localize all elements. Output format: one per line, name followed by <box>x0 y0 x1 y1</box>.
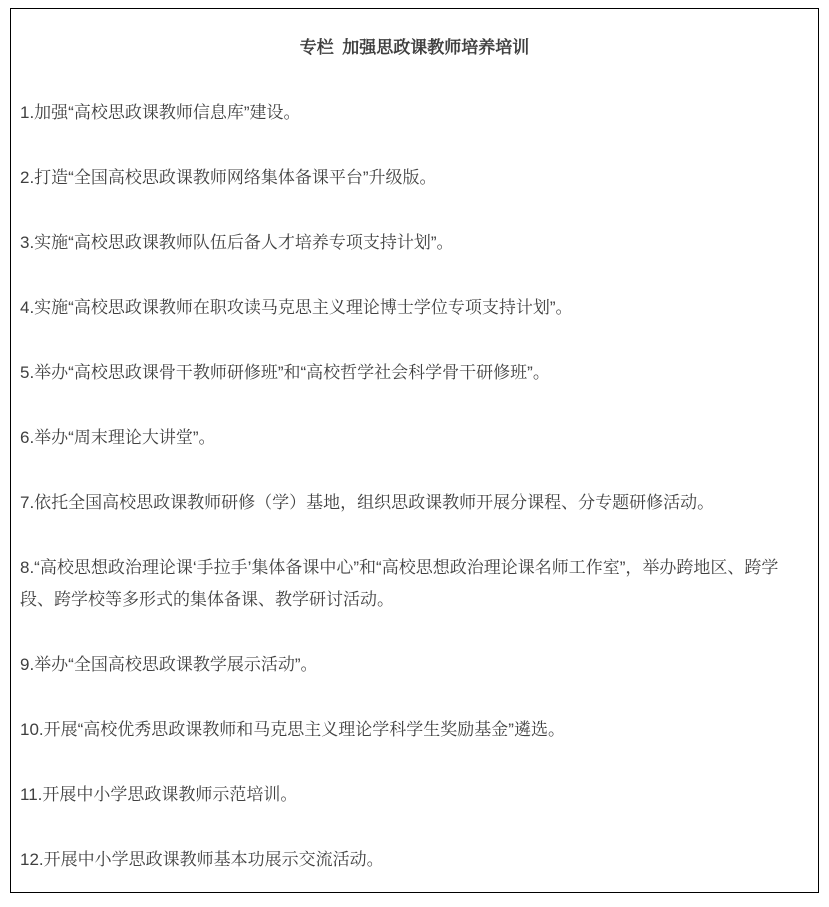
list-item-2: 2.打造“全国高校思政课教师网络集体备课平台”升级版。 <box>20 168 437 187</box>
list-item-3: 3.实施“高校思政课教师队伍后备人才培养专项支持计划”。 <box>20 233 454 252</box>
list-item-11: 11.开展中小学思政课教师示范培训。 <box>20 785 298 804</box>
list-item-6: 6.举办“周末理论大讲堂”。 <box>20 428 216 447</box>
list-item-9: 9.举办“全国高校思政课教学展示活动”。 <box>20 655 318 674</box>
column-title: 专栏 加强思政课教师培养培训 <box>299 38 530 57</box>
list-item-8: 8.“高校思想政治理论课‘手拉手’集体备课中心”和“高校思想政治理论课名师工作室”，举办跨地区、跨学段、跨学校等多形式的集体备课、教学研讨活动。 <box>20 558 779 609</box>
list-item-4: 4.实施“高校思政课教师在职攻读马克思主义理论博士学位专项支持计划”。 <box>20 298 573 317</box>
list-item-7: 7.依托全国高校思政课教师研修（学）基地，组织思政课教师开展分课程、分专题研修活动。 <box>20 493 715 512</box>
list-item-5: 5.举办“高校思政课骨干教师研修班”和“高校哲学社会科学骨干研修班”。 <box>20 363 550 382</box>
list-item-10: 10.开展“高校优秀思政课教师和马克思主义理论学科学生奖励基金”遴选。 <box>20 720 565 739</box>
column-box <box>10 8 819 893</box>
list-item-12: 12.开展中小学思政课教师基本功展示交流活动。 <box>20 850 384 869</box>
list-item-1: 1.加强“高校思政课教师信息库”建设。 <box>20 103 301 122</box>
